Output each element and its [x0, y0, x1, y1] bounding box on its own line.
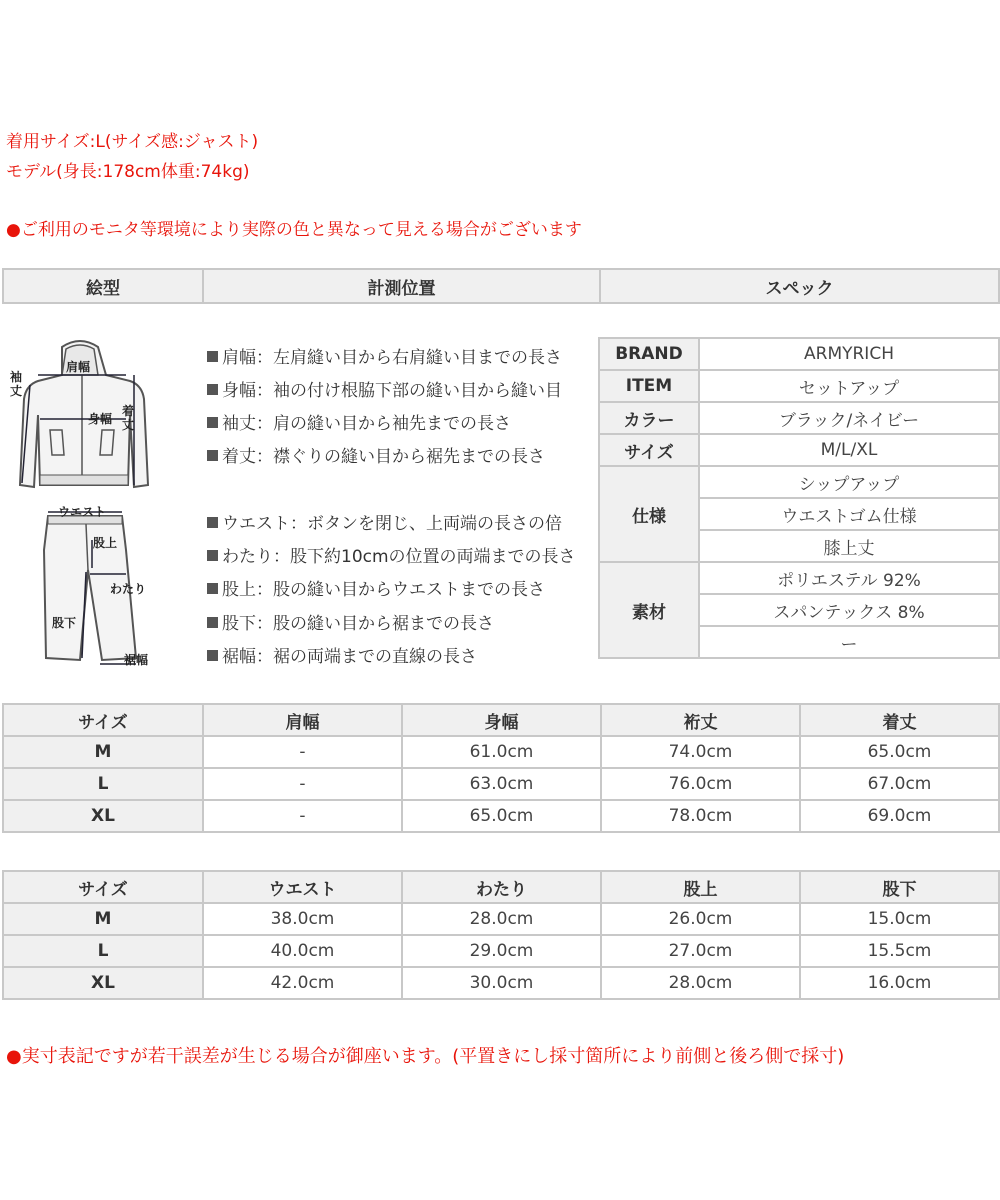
- bottoms-size-table: [2, 870, 1000, 1000]
- spec-value: 膝上丈: [699, 530, 999, 562]
- table-row: [3, 736, 999, 768]
- value-cell: 30.0cm: [402, 967, 601, 999]
- spec-value: セットアップ: [699, 370, 999, 402]
- spec-row-feature: [599, 466, 999, 498]
- spec-label: ITEM: [599, 370, 699, 402]
- diagram-label-thigh: わたり: [110, 582, 147, 596]
- bullet-square-icon: [207, 417, 218, 428]
- table-row: [3, 768, 999, 800]
- column-header: 肩幅: [203, 704, 402, 736]
- measure-item-hem: 裾幅：裾の両端までの直線の長さ: [207, 642, 477, 667]
- spec-value: ブラック/ネイビー: [699, 402, 999, 434]
- size-cell: XL: [3, 967, 203, 999]
- bullet-square-icon: [207, 617, 218, 628]
- diagram-label-waist: ウエスト: [58, 505, 107, 519]
- measure-item-waist: ウエスト：ボタンを閉じ、上両端の長さの倍: [207, 509, 562, 534]
- value-cell: 61.0cm: [402, 736, 601, 768]
- diagram-label-body: 身幅: [88, 412, 113, 426]
- measure-item-sleeve: 袖丈：肩の縫い目から袖先までの長さ: [207, 409, 511, 434]
- size-worn-note: 着用サイズ:L(サイズ感:ジャスト): [6, 132, 259, 152]
- value-cell: 67.0cm: [800, 768, 999, 800]
- value-cell: 42.0cm: [203, 967, 402, 999]
- spec-label: カラー: [599, 402, 699, 434]
- column-header: 着丈: [800, 704, 999, 736]
- column-header: サイズ: [3, 871, 203, 903]
- value-cell: 29.0cm: [402, 935, 601, 967]
- measure-item-shoulder: 肩幅：左肩縫い目から右肩縫い目までの長さ: [207, 343, 562, 368]
- measurement-warning-note: ●実寸表記ですが若干誤差が生じる場合が御座います。(平置きにし採寸箇所により前側と後ろ側で採寸): [6, 1046, 845, 1067]
- value-cell: 38.0cm: [203, 903, 402, 935]
- value-cell: 40.0cm: [203, 935, 402, 967]
- spec-value: ポリエステル 92%: [699, 562, 999, 594]
- size-cell: L: [3, 935, 203, 967]
- size-cell: M: [3, 903, 203, 935]
- bullet-square-icon: [207, 450, 218, 461]
- measure-item-inseam: 股下：股の縫い目から裾までの長さ: [207, 609, 494, 634]
- table-header-row: [3, 704, 999, 736]
- section-header-table: [2, 268, 1000, 304]
- tops-size-table: [2, 703, 1000, 833]
- value-cell: -: [203, 736, 402, 768]
- diagram-label-rise: 股上: [93, 536, 118, 550]
- value-cell: 74.0cm: [601, 736, 800, 768]
- column-header: ウエスト: [203, 871, 402, 903]
- measure-item-length: 着丈：襟ぐりの縫い目から裾先までの長さ: [207, 442, 545, 467]
- measure-item-rise: 股上：股の縫い目からウエストまでの長さ: [207, 575, 545, 600]
- value-cell: 76.0cm: [601, 768, 800, 800]
- diagram-label-hem: 裾幅: [124, 653, 149, 667]
- column-header: 裄丈: [601, 704, 800, 736]
- spec-value: シップアップ: [699, 466, 999, 498]
- spec-row-brand: [599, 338, 999, 370]
- value-cell: 15.0cm: [800, 903, 999, 935]
- spec-row-material: [599, 562, 999, 594]
- size-cell: M: [3, 736, 203, 768]
- header-measure-position: 計測位置: [203, 269, 600, 303]
- value-cell: 26.0cm: [601, 903, 800, 935]
- value-cell: 28.0cm: [402, 903, 601, 935]
- table-header-row: [3, 871, 999, 903]
- spec-table: [598, 337, 1000, 659]
- value-cell: 69.0cm: [800, 800, 999, 832]
- value-cell: 63.0cm: [402, 768, 601, 800]
- measure-item-body: 身幅：袖の付け根脇下部の縫い目から縫い目: [207, 376, 562, 401]
- header-illustration: 絵型: [3, 269, 203, 303]
- measure-item-thigh: わたり：股下約10cmの位置の両端までの長さ: [207, 542, 576, 567]
- column-header: 身幅: [402, 704, 601, 736]
- value-cell: 15.5cm: [800, 935, 999, 967]
- value-cell: -: [203, 768, 402, 800]
- value-cell: 16.0cm: [800, 967, 999, 999]
- spec-value: ー: [699, 626, 999, 658]
- diagram-label-shoulder: 肩幅: [66, 360, 91, 374]
- table-row: [3, 903, 999, 935]
- diagram-label-inseam: 股下: [52, 616, 77, 630]
- column-header: 股上: [601, 871, 800, 903]
- spec-label: 仕様: [599, 466, 699, 562]
- spec-value: ウエストゴム仕様: [699, 498, 999, 530]
- value-cell: 65.0cm: [402, 800, 601, 832]
- table-row: [3, 800, 999, 832]
- header-spec: スペック: [600, 269, 999, 303]
- spec-value: スパンテックス 8%: [699, 594, 999, 626]
- bullet-square-icon: [207, 517, 218, 528]
- spec-row-size: [599, 434, 999, 466]
- spec-label: 素材: [599, 562, 699, 658]
- spec-label: サイズ: [599, 434, 699, 466]
- value-cell: 78.0cm: [601, 800, 800, 832]
- diagram-label-length: 着丈: [122, 404, 135, 432]
- value-cell: 65.0cm: [800, 736, 999, 768]
- size-cell: XL: [3, 800, 203, 832]
- spec-value: M/L/XL: [699, 434, 999, 466]
- column-header: サイズ: [3, 704, 203, 736]
- table-row: [3, 967, 999, 999]
- bullet-square-icon: [207, 583, 218, 594]
- column-header: 股下: [800, 871, 999, 903]
- diagram-label-sleeve: 袖丈: [10, 370, 23, 398]
- spec-row-item: [599, 370, 999, 402]
- color-warning-note: ●ご利用のモニタ等環境により実際の色と異なって見える場合がございます: [6, 220, 582, 240]
- spec-row-color: [599, 402, 999, 434]
- value-cell: 28.0cm: [601, 967, 800, 999]
- spec-label: BRAND: [599, 338, 699, 370]
- value-cell: 27.0cm: [601, 935, 800, 967]
- size-cell: L: [3, 768, 203, 800]
- spec-value: ARMYRICH: [699, 338, 999, 370]
- bullet-square-icon: [207, 351, 218, 362]
- bullet-square-icon: [207, 384, 218, 395]
- value-cell: -: [203, 800, 402, 832]
- table-row: [3, 935, 999, 967]
- bullet-square-icon: [207, 650, 218, 661]
- bullet-square-icon: [207, 550, 218, 561]
- model-note: モデル(身長:178cm体重:74kg): [6, 162, 250, 182]
- column-header: わたり: [402, 871, 601, 903]
